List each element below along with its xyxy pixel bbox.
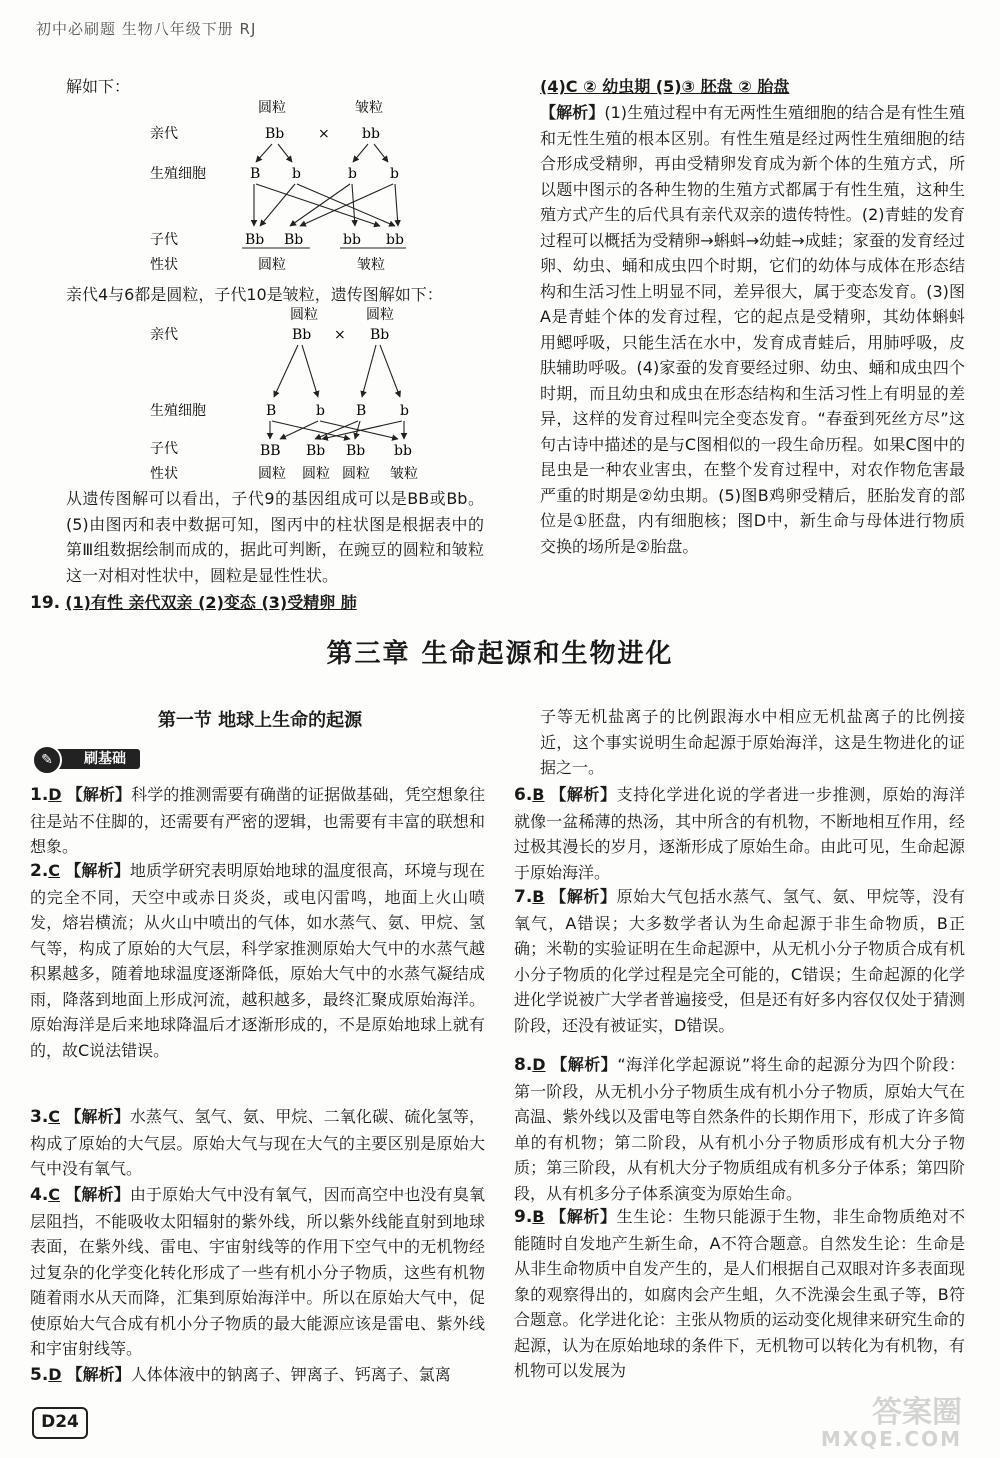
left-paragraph: 从遗传图解可以看出，子代9的基因组成可以是BB或Bb。(5)由图丙和表中数据可知，图丙中的柱状图是根据表中的第Ⅲ组数据绘制而成的，据此可判断，在豌豆的圆粒和皱粒这一对相对性状中，圆粒是显性性状。 <box>66 489 484 585</box>
offspring-trait: 圆粒 <box>302 466 330 482</box>
section-title: 第一节 地球上生命的起源 <box>157 710 363 731</box>
intro-text: 解如下： <box>66 77 131 96</box>
gamete: B <box>250 166 261 182</box>
watermark-line: 答案圈 <box>872 1395 962 1430</box>
genetic-diagram-2 <box>150 305 470 485</box>
parent-gene: bb <box>362 126 380 142</box>
question-2 <box>30 858 485 1063</box>
gamete: b <box>400 403 409 419</box>
question-3 <box>30 1104 485 1182</box>
parent-gene: Bb <box>265 126 285 142</box>
brush-icon: ✎ <box>32 745 62 775</box>
answer-letter: D <box>48 785 62 804</box>
answer-letter: C <box>48 861 61 880</box>
chapter-title: 第三章 生命起源和生物进化 <box>326 639 674 669</box>
offspring-gene: bb <box>343 232 361 248</box>
analysis-text: 科学的推测需要有确凿的证据做基础，凭空想象往往是站不住脚的，还需要有严密的逻辑，也需要有丰富的联想和想象。 <box>30 785 485 856</box>
gamete: B <box>356 403 367 419</box>
offspring-gene: bb <box>394 443 412 459</box>
offspring-trait: 皱粒 <box>357 257 385 273</box>
question-number: 6. <box>514 785 533 805</box>
gamete: b <box>316 403 325 419</box>
row-label: 子代 <box>150 232 178 248</box>
running-header: 初中必刷题 生物八年级下册 RJ <box>36 20 257 38</box>
offspring-trait: 圆粒 <box>342 466 370 482</box>
question-6 <box>514 782 965 885</box>
genetic-diagram-1 <box>150 96 470 281</box>
gamete: B <box>266 403 277 419</box>
row-label: 生殖细胞 <box>150 403 206 419</box>
analysis-text: “海洋化学起源说”将生命的起源分为四个阶段：第一阶段，从无机小分子物质生成有机小分子物质，原始大气在高温、紫外线以及雷电等自然条件的长期作用下，形成了许多简单的有机物；第二阶段，从有机小分子物质形成有机大分子物质；第三阶段，从有机大分子物质组成有机多分子体系；第四阶段，从有机多分子体系演变为原始生命。 <box>514 1055 965 1203</box>
analysis-label: 【解析】 <box>65 861 130 880</box>
analysis-text: 支持化学进化说的学者进一步推测，原始的海洋就像一盆稀薄的热汤，其中所含的有机物，不断地相互作用，经过极其漫长的岁月，逐渐形成了原始生命。由此可见，生命起源于原始海洋。 <box>514 785 965 882</box>
question-number: 19. <box>30 593 61 613</box>
question-number: 3. <box>30 1107 49 1127</box>
offspring-gene: Bb <box>346 443 366 459</box>
question-5 <box>30 1362 485 1389</box>
row-label: 性状 <box>150 257 178 273</box>
gamete: b <box>348 166 357 182</box>
offspring-gene: BB <box>260 443 281 459</box>
mid-text: 亲代4与6都是圆粒，子代10是皱粒，遗传图解如下： <box>66 285 443 304</box>
answer-letter: B <box>532 785 545 804</box>
offspring-trait: 圆粒 <box>258 466 286 482</box>
row-label: 亲代 <box>150 126 178 142</box>
analysis-label: 【解析】 <box>66 785 132 804</box>
offspring-gene: bb <box>386 232 404 248</box>
question-number: 7. <box>514 887 533 907</box>
question-7 <box>514 884 965 1038</box>
answer-letter: B <box>532 887 545 906</box>
analysis-text: 水蒸气、氢气、氨、甲烷、二氧化碳、硫化氢等，构成了原始的大气层。原始大气与现在大气的主要区别是原始大气中没有氧气。 <box>30 1107 485 1178</box>
answer-letter: D <box>48 1365 62 1384</box>
basic-practice-badge <box>32 745 142 773</box>
question-number: 9. <box>514 1207 533 1227</box>
row-label: 子代 <box>150 441 178 457</box>
parent-trait: 圆粒 <box>366 307 394 323</box>
analysis-text: 地质学研究表明原始地球的温度很高，环境与现在的完全不同，天空中或赤日炎炎，或电闪雷鸣，地面上火山喷发，熔岩横流；从火山中喷出的气体，如水蒸气、氨、甲烷、氢气等，构成了原始的大气层，科学家推测原始大气中的水蒸气越积累越多，随着地球温度逐渐降低，原始大气中的水蒸气凝结成雨，降落到地面上形成河流，越积越多，最终汇聚成原始海洋。原始海洋是后来地球降温后才逐渐形成的，不是原始地球上就有的，故C说法错误。 <box>30 861 485 1060</box>
analysis-18 <box>540 100 965 559</box>
gamete: b <box>390 166 399 182</box>
question-9 <box>514 1204 965 1384</box>
offspring-gene: Bb <box>284 232 304 248</box>
offspring-gene: Bb <box>306 443 326 459</box>
question-8 <box>514 1052 965 1206</box>
parent-trait: 皱粒 <box>355 100 383 116</box>
answer-text: (4)C ② 幼虫期 (5)③ 胚盘 ② 胎盘 <box>540 77 790 96</box>
offspring-trait: 皱粒 <box>390 466 418 482</box>
question-number: 4. <box>30 1185 49 1205</box>
analysis-text: (1)生殖过程中有无两性生殖细胞的结合是有性生殖和无性生殖的根本区别。有性生殖是经过两性生殖细胞的结合形成受精卵，再由受精卵发育成为新个体的生殖方式，所以题中图示的各种生物的生殖方式都属于有性生殖，这种生殖方式产生的后代具有亲代双亲的遗传特性。(2)青蛙的发育过程可以概括为受精卵→蝌蚪→幼蛙→成蛙；家蚕的发育经过卵、幼虫、蛹和成虫四个时期，它们的幼体与成体在形态结构和生活习性上明显不同，差异很大，属于变态发育。(3)图A是青蛙个体的发育过程，它的起点是受精卵，其幼体蝌蚪用鳃呼吸，只能生活在水中，发育成青蛙后，用肺呼吸，皮肤辅助呼吸。(4)家蚕的发育要经过卵、幼虫、蛹和成虫四个时期，而且幼虫和成虫在形态结构和生活习性上有明显的差异，这样的发育过程叫完全变态发育。“春蚕到死丝方尽”这句古诗中描述的是与C图相似的一段生命历程。如果C图中的昆虫是一种农业害虫，在整个发育过程中，对农作物危害最严重的时期是②幼虫期。(5)图B鸡卵受精后，胚胎发育的部位是①胚盘，内有细胞核；图D中，新生命与母体进行物质交换的场所是②胎盘。 <box>540 103 965 556</box>
analysis-label: 【解析】 <box>540 103 605 122</box>
question-4 <box>30 1182 485 1362</box>
analysis-text: 人体体液中的钠离子、钾离子、钙离子、氯离 <box>130 1365 451 1384</box>
answer-letter: C <box>48 1107 61 1126</box>
analysis-label: 【解析】 <box>550 1207 617 1226</box>
parent-gene: Bb <box>292 327 312 343</box>
question-number: 8. <box>514 1055 533 1075</box>
question-1 <box>30 782 485 860</box>
analysis-label: 【解析】 <box>65 1185 130 1204</box>
question-number: 1. <box>30 785 49 805</box>
parent-gene: Bb <box>370 327 390 343</box>
cross-sign: × <box>318 126 330 142</box>
answer-line-18 <box>540 74 965 100</box>
question-5-continued: 子等无机盐离子的比例跟海水中相应无机盐离子的比例接近，这个事实说明生命起源于原始海洋，这是生物进化的证据之一。 <box>540 707 965 777</box>
question-number: 5. <box>30 1365 49 1385</box>
parent-trait: 圆粒 <box>258 100 286 116</box>
gamete: b <box>292 166 301 182</box>
page-number: D24 <box>32 1407 88 1439</box>
analysis-label: 【解析】 <box>65 1107 130 1126</box>
analysis-text: 生生论：生物只能源于生物，非生命物质绝对不能随时自发地产生新生命，A不符合题意。自然发生论：生命是从非生命物质中自发产生的，是人们根据自己双眼对许多表面现象的观察得出的，如腐肉会产生蛆，久不洗澡会生虱子等，B符合题意。化学进化论：主张从物质的运动变化规律来研究生命的起源，认为在原始地球的条件下，无机物可以转化为有机物，有机物可以发展为 <box>514 1207 965 1380</box>
analysis-text: 原始大气包括水蒸气、氢气、氨、甲烷等，没有氧气，A错误；大多数学者认为生命起源于非生命物质，B正确；米勒的实验证明在生命起源中，从无机小分子物质合成有机小分子物质的化学过程是完全可能的，C错误；生命起源的化学进化学说被广大学者普遍接受，但是还有好多内容仅仅处于猜测阶段，还没有被证实，D错误。 <box>514 887 965 1035</box>
analysis-label: 【解析】 <box>550 785 617 804</box>
badge-label: 刷基础 <box>54 749 140 769</box>
analysis-label: 【解析】 <box>66 1365 131 1384</box>
offspring-trait: 圆粒 <box>258 257 286 273</box>
analysis-label: 【解析】 <box>550 887 617 906</box>
answer-text: (1)有性 亲代双亲 (2)变态 (3)受精卵 肺 <box>65 593 357 612</box>
question-number: 2. <box>30 861 49 881</box>
answer-letter: D <box>532 1055 546 1074</box>
analysis-label: 【解析】 <box>551 1055 618 1074</box>
watermark-line: MXQE.COM <box>820 1427 962 1451</box>
analysis-text: 由于原始大气中没有氧气，因而高空中也没有臭氧层阻挡，不能吸收太阳辐射的紫外线，所以紫外线能直射到地球表面，在紫外线、雷电、宇宙射线等的作用下空气中的无机物经过复杂的化学变化转化形成了一些有机小分子物质，这些有机物随着雨水从天而降，汇集到原始海洋中。所以在原始大气中，促使原始大气合成有机小分子物质的最大能源应该是雷电、紫外线和宇宙射线等。 <box>30 1185 485 1358</box>
row-label: 生殖细胞 <box>150 166 206 182</box>
row-label: 性状 <box>150 466 178 482</box>
watermark-logo <box>772 1395 962 1452</box>
row-label: 亲代 <box>150 327 178 343</box>
answer-letter: C <box>48 1185 61 1204</box>
answer-letter: B <box>532 1207 545 1226</box>
offspring-gene: Bb <box>245 232 265 248</box>
question-19 <box>30 590 490 617</box>
cross-sign: × <box>334 327 346 343</box>
parent-trait: 圆粒 <box>290 307 318 323</box>
